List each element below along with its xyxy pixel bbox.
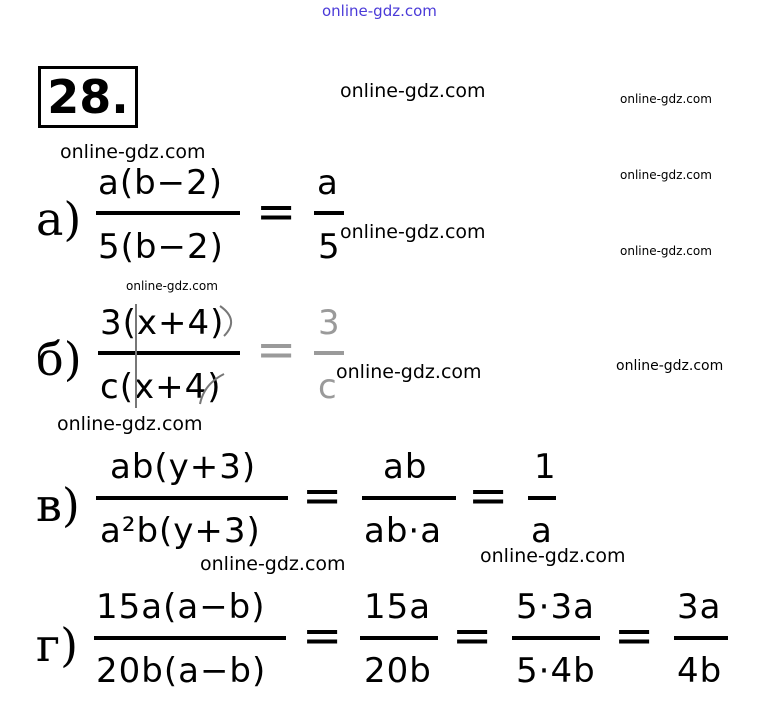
part-b-label: б) xyxy=(36,332,82,386)
watermark: online-gdz.com xyxy=(336,361,482,383)
g-numerator-4: 3a xyxy=(677,587,722,627)
watermark: online-gdz.com xyxy=(620,168,712,182)
watermark: online-gdz.com xyxy=(340,80,486,102)
watermark-top[interactable]: online-gdz.com xyxy=(322,2,437,20)
g-numerator-3: 5·3a xyxy=(516,587,595,627)
watermark: online-gdz.com xyxy=(126,279,218,293)
problem-number: 28. xyxy=(38,66,138,128)
part-g-label: г) xyxy=(36,618,79,672)
a-numerator-1: a(b−2) xyxy=(98,163,224,203)
g-numerator-1: 15a(a−b) xyxy=(96,587,266,627)
cancel-strokes xyxy=(120,296,250,416)
watermark: online-gdz.com xyxy=(620,92,712,106)
v-fraction-bar-1 xyxy=(96,496,288,500)
g-denominator-4: 4b xyxy=(677,651,723,691)
b-denominator-2: c xyxy=(318,367,338,407)
b-equals: = xyxy=(256,322,297,378)
a-fraction-bar-1 xyxy=(96,211,240,215)
part-v-label: в) xyxy=(36,478,80,532)
g-equals-1: = xyxy=(302,608,343,664)
v-denominator-2: ab·a xyxy=(364,511,443,551)
a-denominator-2: 5 xyxy=(318,227,341,267)
v-numerator-1: ab(y+3) xyxy=(110,447,257,487)
b-numerator-2: 3 xyxy=(318,303,341,343)
v-fraction-bar-2 xyxy=(362,496,456,500)
b-fraction-bar-2 xyxy=(314,351,344,355)
v-fraction-bar-3 xyxy=(528,496,556,500)
v-numerator-3: 1 xyxy=(534,447,557,487)
g-fraction-bar-1 xyxy=(94,636,286,640)
v-numerator-2: ab xyxy=(383,447,428,487)
b-numerator-1: 3(x+4) xyxy=(100,303,225,343)
a-denominator-1: 5(b−2) xyxy=(98,227,224,267)
watermark: online-gdz.com xyxy=(57,413,203,435)
g-denominator-3: 5·4b xyxy=(516,651,596,691)
a-numerator-2: a xyxy=(317,163,339,203)
watermark: online-gdz.com xyxy=(60,141,206,163)
g-fraction-bar-3 xyxy=(512,636,600,640)
v-denominator-1: a²b(y+3) xyxy=(100,511,261,551)
g-denominator-1: 20b(a−b) xyxy=(96,651,267,691)
a-equals: = xyxy=(256,184,297,240)
g-equals-2: = xyxy=(452,608,493,664)
watermark: online-gdz.com xyxy=(340,221,486,243)
g-fraction-bar-4 xyxy=(674,636,728,640)
v-denominator-3: a xyxy=(531,511,553,551)
g-fraction-bar-2 xyxy=(360,636,438,640)
part-a-label: а) xyxy=(36,192,82,246)
watermark: online-gdz.com xyxy=(480,545,626,567)
g-numerator-2: 15a xyxy=(364,587,432,627)
watermark: online-gdz.com xyxy=(616,358,724,374)
a-fraction-bar-2 xyxy=(314,211,344,215)
watermark: online-gdz.com xyxy=(200,553,346,575)
watermark: online-gdz.com xyxy=(620,244,712,258)
v-equals-2: = xyxy=(468,468,509,524)
v-equals-1: = xyxy=(302,468,343,524)
g-denominator-2: 20b xyxy=(364,651,432,691)
g-equals-3: = xyxy=(614,608,655,664)
b-denominator-1: c(x+4) xyxy=(100,367,222,407)
